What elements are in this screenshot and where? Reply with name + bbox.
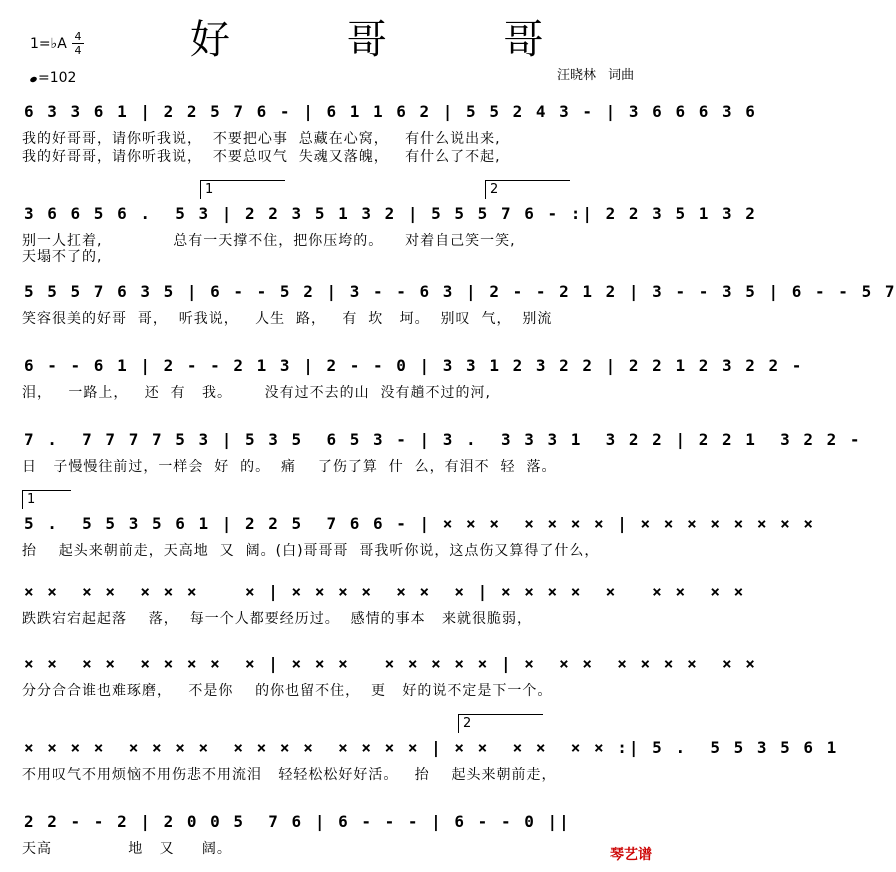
volta-bracket-second: 2 bbox=[458, 714, 543, 733]
notation-line: 5 . 5 5 3 5 6 1 | 2 2 5 7 6 6 - | × × × × × × × | × × × × × × × × bbox=[24, 514, 816, 533]
site-logo: 琴艺谱 bbox=[610, 847, 652, 863]
volta-bracket-first: 1 bbox=[200, 180, 285, 199]
tempo-value: =102 bbox=[38, 70, 77, 86]
lyric-line: 不用叹气不用烦恼不用伤悲不用流泪 轻轻松松好好活。 抬 起头来朝前走， bbox=[22, 767, 557, 783]
volta-bracket-first: 1 bbox=[22, 490, 71, 509]
time-signature-top: 4 bbox=[74, 30, 82, 43]
lyric-line: 抬 起头来朝前走，天高地 又 阔。(白)哥哥哥 哥我听你说，这点伤又算得了什么， bbox=[22, 543, 600, 559]
notation-line: × × × × × × × × × | × × × × × × × × | × × × × × × × × × bbox=[24, 654, 757, 673]
notation-line: 3 6 6 5 6 . 5 3 | 2 2 3 5 1 3 2 | 5 5 5 7 6 - :| 2 2 3 5 1 3 2 bbox=[24, 204, 757, 223]
lyric-line: 笑容很美的好哥 哥， 听我说， 人生 路， 有 坎 坷。 别叹 气， 别流 bbox=[22, 311, 553, 327]
lyric-line: 日 子慢慢往前过，一样会 好 的。 痛 了伤了算 什 么，有泪不 轻 落。 bbox=[22, 459, 557, 475]
notation-line: × × × × × × × × | × × × × × × × | × × × × × × × × × bbox=[24, 582, 746, 601]
lyric-line: 别一人扛着, 总有一天撑不住，把你压垮的。 对着自己笑一笑, bbox=[22, 233, 516, 249]
tempo-marking bbox=[30, 70, 76, 86]
lyric-line: 天高 地 又 阔。 bbox=[22, 841, 232, 857]
notation-line: × × × × × × × × × × × × × × × × | × × × × × × :| 5 . 5 5 3 5 6 1 bbox=[24, 738, 839, 757]
volta-bracket-second: 2 bbox=[485, 180, 570, 199]
key-signature: 1=♭A bbox=[30, 36, 67, 52]
notation-line: 2 2 - - 2 | 2 0 0 5 7 6 | 6 - - - | 6 - - 0 || bbox=[24, 812, 571, 831]
notation-line: 6 3 3 6 1 | 2 2 5 7 6 - | 6 1 1 6 2 | 5 5 2 4 3 - | 3 6 6 6 3 6 bbox=[24, 102, 757, 121]
lyricist-credit: 汪晓林 词曲 bbox=[557, 68, 635, 83]
time-signature-bottom: 4 bbox=[72, 43, 84, 57]
song-title: 好 哥 哥 bbox=[190, 17, 596, 63]
time-signature bbox=[72, 30, 84, 57]
lyric-line: 跌跌宕宕起起落 落， 每一个人都要经历过。 感情的事本 来就很脆弱， bbox=[22, 611, 532, 627]
lyric-line: 我的好哥哥，请你听我说， 不要总叹气 失魂又落魄， 有什么了不起, bbox=[22, 149, 501, 165]
lyric-line: 分分合合谁也难琢磨， 不是你 的你也留不住， 更 好的说不定是下一个。 bbox=[22, 683, 553, 699]
lyric-line: 天塌不了的, bbox=[22, 249, 103, 265]
lyric-line: 我的好哥哥，请你听我说， 不要把心事 总藏在心窝， 有什么说出来, bbox=[22, 131, 501, 147]
lyric-line: 泪， 一路上， 还 有 我。 没有过不去的山 没有趟不过的河, bbox=[22, 385, 492, 401]
notation-line: 5 5 5 7 6 3 5 | 6 - - 5 2 | 3 - - 6 3 | 2 - - 2 1 2 | 3 - - 3 5 | 6 - - 5 7 bbox=[24, 282, 896, 301]
quarter-note-icon bbox=[29, 76, 37, 83]
notation-line: 6 - - 6 1 | 2 - - 2 1 3 | 2 - - 0 | 3 3 1 2 3 2 2 | 2 2 1 2 3 2 2 - bbox=[24, 356, 804, 375]
notation-line: 7 . 7 7 7 7 5 3 | 5 3 5 6 5 3 - | 3 . 3 3 3 1 3 2 2 | 2 2 1 3 2 2 - bbox=[24, 430, 862, 449]
